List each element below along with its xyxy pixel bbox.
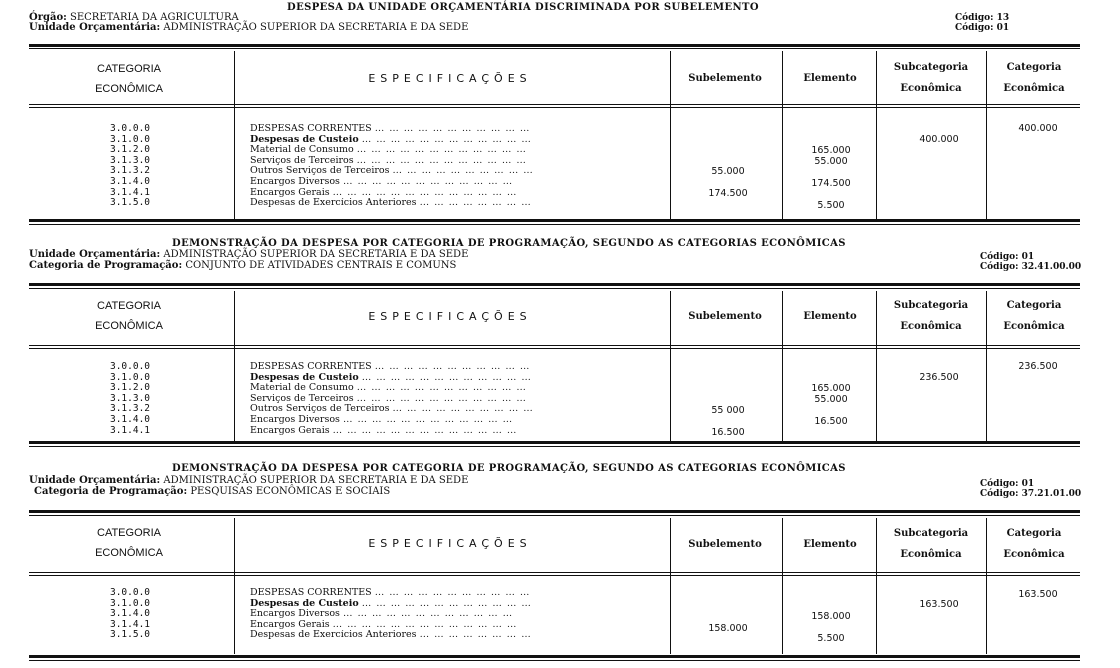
- t1-subcategoria-value: 400.000: [919, 134, 959, 145]
- t1-code: 3.1.0.0: [109, 133, 151, 145]
- t2-spec: Despesas de Custeio: [250, 372, 359, 383]
- section3-categoria-value: PESQUISAS ECONÔMICAS E SOCIAIS: [190, 486, 391, 497]
- t1-spec: Outros Serviços de Terceiros: [250, 166, 390, 177]
- t1-spec: Despesas de Exercícios Anteriores: [250, 198, 417, 209]
- t1-spec: Encargos Gerais: [250, 187, 330, 198]
- t3-col-elemento: Elemento: [803, 539, 857, 550]
- section3-codigo1: Código: 01: [980, 479, 1035, 489]
- t2-col-categ-line2: Econômica: [1003, 321, 1065, 332]
- section2-codigo2: Código: 32.41.00.00: [980, 262, 1082, 272]
- t3-specs: DESPESAS CORRENTES … … … … … … … … … … … Despesas de Custeio … … … … … … … … … … … … Encargos Diversos … … … … … … … … … … … … Encargos Gerais … … … … … … … … … … … … … Despesas de Exercícios Anteriores … … … … … … … …: [250, 588, 532, 641]
- t1-spec: Serviços de Terceiros: [250, 155, 354, 166]
- t1-codes: [80, 124, 180, 209]
- t2-vline-4: [876, 291, 877, 441]
- t3-vline-1: [234, 518, 235, 654]
- t1-code: 3.1.5.0: [109, 197, 151, 209]
- t2-code: 3.1.3.2: [109, 403, 151, 415]
- t2-col-subcat-line1: Subcategoria: [893, 300, 969, 311]
- t1-col-cat-line2: ECONÔMICA: [95, 83, 163, 95]
- t2-spec: Encargos Gerais: [250, 425, 330, 436]
- t2-codes: [80, 362, 180, 436]
- t1-spec: Encargos Diversos: [250, 176, 340, 187]
- t3-codes: [80, 588, 180, 641]
- t3-col-categoria: [79, 527, 179, 559]
- t1-elemento-value: 165.000: [811, 145, 851, 156]
- t3-subcategoria-value: 163.500: [919, 599, 959, 610]
- t1-subelemento-value: 55.000: [711, 166, 745, 177]
- orgao-label: Órgão:: [29, 12, 67, 23]
- t1-code: 3.1.3.2: [109, 165, 151, 177]
- t2-bottom-rule-2: [29, 446, 1080, 447]
- section2-categoria-label: Categoria de Programação:: [29, 260, 183, 271]
- codes-block-1: [955, 13, 1009, 33]
- t1-code: 3.0.0.0: [109, 123, 151, 134]
- t1-vline-5: [986, 51, 987, 219]
- t1-spec: Despesas de Custeio: [250, 134, 359, 145]
- t2-code: 3.1.4.0: [109, 413, 151, 425]
- t3-spec: DESPESAS CORRENTES: [250, 588, 372, 598]
- t2-col-subcategoria: [882, 300, 980, 332]
- t2-subelemento-value: 16.500: [711, 427, 745, 438]
- t2-categoria-value: 236.500: [1018, 361, 1058, 372]
- t3-vline-5: [986, 518, 987, 654]
- section2-codigo1: Código: 01: [980, 252, 1035, 262]
- t3-elemento-value: 158.000: [811, 611, 851, 622]
- t1-col-categoria-economica: [990, 62, 1078, 94]
- t1-vline-4: [876, 51, 877, 219]
- t3-col-especificacoes: ESPECIFICAÇÕES: [368, 537, 532, 550]
- t2-spec: Encargos Diversos: [250, 414, 340, 425]
- t1-col-cat-line1: CATEGORIA: [97, 63, 161, 75]
- t2-elemento-value: 165.000: [811, 383, 851, 394]
- t2-code: 3.1.0.0: [109, 371, 151, 383]
- t1-vline-1: [234, 51, 235, 219]
- t1-code: 3.1.4.1: [109, 186, 151, 198]
- section3-unidade-line: [29, 476, 468, 486]
- codes-block-2: [980, 252, 1081, 272]
- t2-header-rule-1: [29, 345, 1080, 346]
- t2-col-especificacoes: ESPECIFICAÇÕES: [368, 310, 532, 323]
- t2-col-cat-line1: CATEGORIA: [97, 300, 161, 312]
- t2-col-categoria: [79, 300, 179, 332]
- unidade-value: ADMINISTRAÇÃO SUPERIOR DA SECRETARIA E DA SEDE: [163, 22, 469, 33]
- t3-vline-2: [670, 518, 671, 654]
- t1-categoria-value: 400.000: [1018, 123, 1058, 134]
- t3-categoria-value: 163.500: [1018, 589, 1058, 600]
- codigo-orgao: Código: 13: [955, 13, 1010, 23]
- codes-block-3: [980, 479, 1081, 499]
- section3-categoria-line: [34, 487, 390, 497]
- t1-vline-2: [670, 51, 671, 219]
- t3-code: 3.0.0.0: [109, 587, 151, 598]
- t3-code: 3.1.5.0: [109, 629, 151, 641]
- t3-header-rule-2: [29, 575, 1080, 576]
- t2-spec: DESPESAS CORRENTES: [250, 362, 372, 372]
- t3-spec: Despesas de Custeio: [250, 598, 359, 609]
- t3-col-subcat-line2: Econômica: [900, 549, 962, 560]
- t2-subelemento-value: 55 000: [711, 405, 745, 416]
- t3-vline-4: [876, 518, 877, 654]
- t3-col-categ-line2: Econômica: [1003, 549, 1065, 560]
- table1-top-rule: [29, 44, 1080, 47]
- t1-spec: Material de Consumo: [250, 145, 354, 156]
- t2-vline-5: [986, 291, 987, 441]
- t1-subelemento-value: 174.500: [708, 188, 748, 199]
- t3-col-categoria-economica: [990, 528, 1078, 560]
- t3-subelemento-value: 158.000: [708, 623, 748, 634]
- table2-top-rule-2: [29, 288, 1080, 289]
- t2-spec: Material de Consumo: [250, 383, 354, 394]
- t1-col-subelemento: Subelemento: [688, 73, 762, 84]
- t3-col-categ-line1: Categoria: [1006, 528, 1062, 539]
- t1-bottom-rule-2: [29, 224, 1080, 225]
- t1-col-especificacoes: ESPECIFICAÇÕES: [368, 72, 532, 85]
- t1-header-rule-1: [29, 104, 1080, 105]
- t2-col-cat-line2: ECONÔMICA: [95, 320, 163, 332]
- t3-col-cat-line2: ECONÔMICA: [95, 547, 163, 559]
- section2-title: DEMONSTRAÇÃO DA DESPESA POR CATEGORIA DE PROGRAMAÇÃO, SEGUNDO AS CATEGORIAS ECONÔMICAS: [172, 238, 846, 249]
- t2-specs: DESPESAS CORRENTES … … … … … … … … … … … Despesas de Custeio … … … … … … … … … … … … Material de Consumo … … … … … … … … … … … … Serviços de Terceiros … … … … … … … … … … … … Outros Serviços de Terceiros … … … … … … … … … … Encargos Diversos … … … … … … … … … … … … Encargos Gerais … … … … … … … … … … … … …: [250, 362, 534, 436]
- t2-code: 3.1.4.1: [109, 424, 151, 436]
- t2-col-subelemento: Subelemento: [688, 311, 762, 322]
- table1-top-rule-2: [29, 48, 1080, 49]
- t2-header-rule-2: [29, 348, 1080, 349]
- t1-vline-3: [782, 51, 783, 219]
- codigo-unidade: Código: 01: [955, 23, 1010, 33]
- t2-col-elemento: Elemento: [803, 311, 857, 322]
- t3-code: 3.1.0.0: [109, 597, 151, 609]
- t2-bottom-rule: [29, 441, 1080, 444]
- t2-col-categoria-economica: [990, 300, 1078, 332]
- section3-title: DEMONSTRAÇÃO DA DESPESA POR CATEGORIA DE PROGRAMAÇÃO, SEGUNDO AS CATEGORIAS ECONÔMICAS: [172, 463, 846, 474]
- unidade-label: Unidade Orçamentária:: [29, 22, 161, 33]
- unidade-line: [29, 23, 468, 33]
- t3-spec: Encargos Gerais: [250, 619, 330, 630]
- t1-elemento-value: 174.500: [811, 178, 851, 189]
- t1-code: 3.1.2.0: [109, 144, 151, 156]
- t1-elemento-value: 5.500: [817, 200, 845, 211]
- t2-code: 3.1.3.0: [109, 392, 151, 404]
- t3-spec: Encargos Diversos: [250, 609, 340, 620]
- t2-subcategoria-value: 236.500: [919, 372, 959, 383]
- table2-top-rule: [29, 283, 1080, 286]
- section2-unidade-label: Unidade Orçamentária:: [29, 249, 161, 260]
- section3-codigo2: Código: 37.21.01.00: [980, 489, 1082, 499]
- t2-col-categ-line1: Categoria: [1006, 300, 1062, 311]
- t2-vline-1: [234, 291, 235, 441]
- t3-bottom-rule: [29, 655, 1080, 658]
- t3-elemento-value: 5.500: [817, 633, 845, 644]
- orgao-value: SECRETARIA DA AGRICULTURA: [70, 12, 239, 23]
- t1-col-categ-line1: Categoria: [1006, 62, 1062, 73]
- t2-col-subcat-line2: Econômica: [900, 321, 962, 332]
- t3-spec: Despesas de Exercícios Anteriores: [250, 630, 417, 641]
- t2-code: 3.0.0.0: [109, 361, 151, 372]
- t1-col-categ-line2: Econômica: [1003, 83, 1065, 94]
- t1-col-subcat-line1: Subcategoria: [893, 62, 969, 73]
- t3-col-subcat-line1: Subcategoria: [893, 528, 969, 539]
- main-title: DESPESA DA UNIDADE ORÇAMENTÁRIA DISCRIMINADA POR SUBELEMENTO: [287, 2, 759, 13]
- t2-vline-3: [782, 291, 783, 441]
- t3-code: 3.1.4.0: [109, 608, 151, 620]
- section2-unidade-line: [29, 250, 468, 260]
- t2-spec: Outros Serviços de Terceiros: [250, 404, 390, 415]
- section3-unidade-label: Unidade Orçamentária:: [29, 475, 161, 486]
- section2-categoria-line: [29, 261, 456, 271]
- t1-col-categoria: [79, 63, 179, 95]
- t2-vline-2: [670, 291, 671, 441]
- t1-col-subcategoria: [882, 62, 980, 94]
- t1-code: 3.1.4.0: [109, 175, 151, 187]
- section2-unidade-value: ADMINISTRAÇÃO SUPERIOR DA SECRETARIA E DA SEDE: [163, 249, 469, 260]
- t3-bottom-rule-2: [29, 660, 1080, 661]
- t1-col-subcat-line2: Econômica: [900, 83, 962, 94]
- t1-code: 3.1.3.0: [109, 154, 151, 166]
- table3-top-rule: [29, 510, 1080, 513]
- t1-elemento-value: 55.000: [814, 156, 848, 167]
- t3-col-subcategoria: [882, 528, 980, 560]
- t1-col-elemento: Elemento: [803, 73, 857, 84]
- t3-vline-3: [782, 518, 783, 654]
- t3-code: 3.1.4.1: [109, 618, 151, 630]
- t1-bottom-rule: [29, 219, 1080, 222]
- section2-categoria-value: CONJUNTO DE ATIVIDADES CENTRAIS E COMUNS: [185, 260, 457, 271]
- t2-elemento-value: 16.500: [814, 416, 848, 427]
- section3-unidade-value: ADMINISTRAÇÃO SUPERIOR DA SECRETARIA E DA SEDE: [163, 475, 469, 486]
- t1-specs: DESPESAS CORRENTES … … … … … … … … … … … Despesas de Custeio … … … … … … … … … … … … Material de Consumo … … … … … … … … … … … … Serviços de Terceiros … … … … … … … … … … … … Outros Serviços de Terceiros … … … … … … … … … … Encargos Diversos … … … … … … … … … … … … Encargos Gerais … … … … … … … … … … … … … Despesas de Exercícios Anteriores … … … … … … … …: [250, 124, 534, 209]
- t2-code: 3.1.2.0: [109, 382, 151, 394]
- t3-col-cat-line1: CATEGORIA: [97, 527, 161, 539]
- section3-categoria-label: Categoria de Programação:: [34, 486, 188, 497]
- t2-spec: Serviços de Terceiros: [250, 393, 354, 404]
- t1-spec: DESPESAS CORRENTES: [250, 124, 372, 134]
- t3-header-rule-1: [29, 572, 1080, 573]
- t3-col-subelemento: Subelemento: [688, 539, 762, 550]
- t2-elemento-value: 55.000: [814, 394, 848, 405]
- table3-top-rule-2: [29, 515, 1080, 516]
- t1-header-rule-2: [29, 107, 1080, 108]
